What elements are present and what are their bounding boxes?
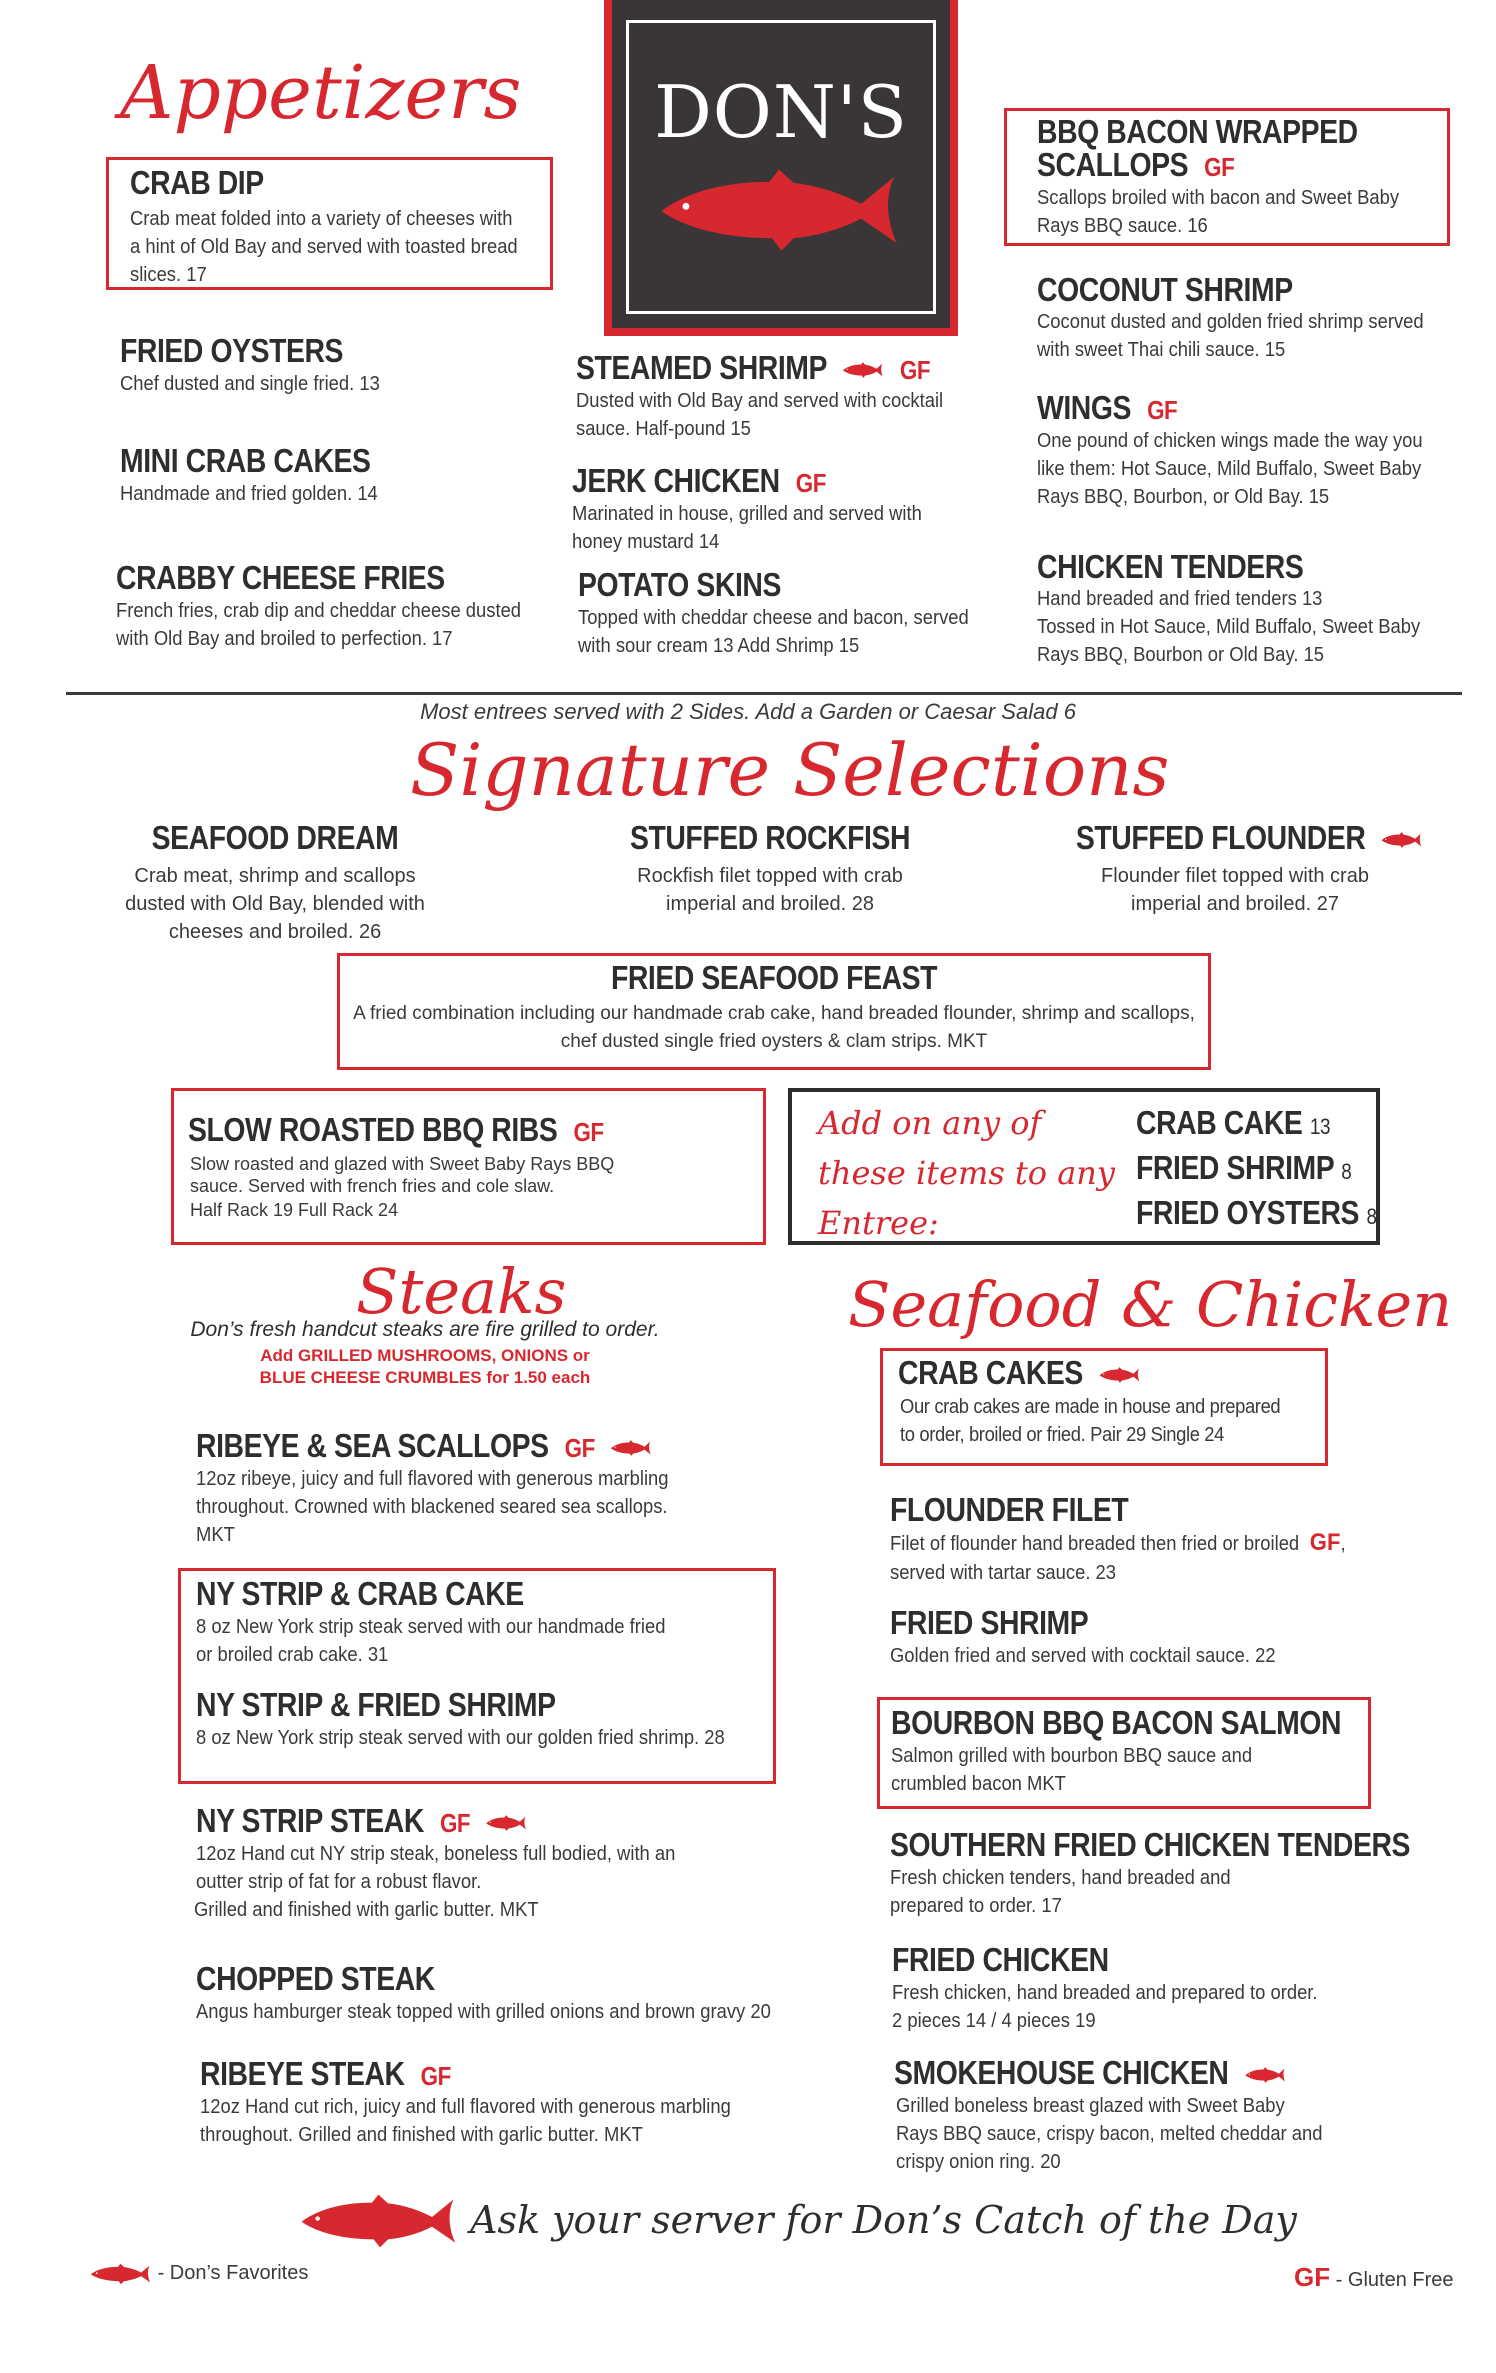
signature-heading: Signature Selections: [410, 728, 1170, 812]
menu-item-desc: Chef dusted and single fried. 13: [120, 373, 380, 395]
menu-item-title: [196, 1428, 652, 1464]
gf-badge: GF: [1309, 1529, 1341, 1556]
gf-badge: GF: [1294, 2262, 1331, 2292]
entree-note: Most entrees served with 2 Sides. Add a Garden or Caesar Salad 6: [420, 699, 1076, 724]
addon-label-line: these items to any: [818, 1154, 1115, 1192]
menu-item-title-text: CRAB CAKES: [898, 1354, 1083, 1391]
menu-item-title: SOUTHERN FRIED CHICKEN TENDERS: [890, 1826, 1411, 1863]
menu-item-title: CRAB DIP: [130, 164, 264, 201]
menu-item-title: [1037, 147, 1234, 183]
menu-item-title: NY STRIP & FRIED SHRIMP: [196, 1686, 556, 1723]
steaks-subtitle: Don’s fresh handcut steaks are fire grilled to order.: [190, 1318, 660, 1341]
menu-item-title-text: NY STRIP STEAK: [196, 1802, 424, 1839]
fish-icon: [1381, 831, 1422, 849]
addon-item: [1136, 1147, 1377, 1192]
addon-list: [1136, 1102, 1416, 1237]
menu-item-title: FLOUNDER FILET: [890, 1491, 1129, 1528]
menu-item-desc: Scallops broiled with bacon and Sweet Baby Rays BBQ sauce. 16: [1037, 187, 1400, 237]
fish-icon: [1099, 1366, 1140, 1384]
menu-item-title: [196, 1803, 528, 1839]
catch-of-the-day: Ask your server for Don’s Catch of the Day: [470, 2198, 1297, 2242]
menu-item-title: FRIED CHICKEN: [892, 1941, 1109, 1978]
menu-item-title: FRIED OYSTERS: [120, 332, 344, 369]
menu-item-title: BBQ BACON WRAPPED: [1037, 113, 1358, 150]
menu-item-desc: Angus hamburger steak topped with grilled onions and brown gravy 20: [196, 2001, 771, 2023]
signature-item: [590, 820, 950, 918]
signature-item: [1050, 820, 1420, 918]
menu-item-desc: Handmade and fried golden. 14: [120, 483, 378, 505]
addon-label-line: Add on any of: [818, 1104, 1042, 1142]
gf-badge: GF: [795, 468, 826, 498]
menu-item-title-text: WINGS: [1037, 389, 1132, 426]
menu-item-title-text: STUFFED FLOUNDER: [1075, 819, 1366, 856]
fish-icon: [659, 165, 904, 255]
steaks-note: Add GRILLED MUSHROOMS, ONIONS or BLUE CHEESE CRUMBLES for 1.50 each: [259, 1346, 591, 1387]
addon-label-line: Entree:: [818, 1204, 939, 1242]
menu-item-desc-text: Filet of flounder hand breaded then fried or broiled: [890, 1533, 1300, 1555]
menu-item-desc: Fresh chicken, hand breaded and prepared to order.: [892, 1982, 1318, 2004]
legend-gluten-free: [1294, 2262, 1454, 2293]
addon-item-price: 13: [1309, 1114, 1331, 1139]
signature-item: [95, 820, 455, 946]
addon-label: [818, 1098, 1115, 1248]
signature-item: [345, 960, 1203, 1056]
menu-item-title: CHICKEN TENDERS: [1037, 548, 1304, 585]
menu-item-desc: One pound of chicken wings made the way you like them: Hot Sauce, Mild Buffalo, Sweet Baby Rays BBQ, Bourbon, or Old Bay. 15: [1037, 430, 1423, 508]
menu-item-desc: Grilled and finished with garlic butter. MKT: [194, 1899, 539, 1921]
menu-item-title: POTATO SKINS: [578, 566, 781, 603]
gf-badge: GF: [899, 355, 931, 385]
menu-item-title: FRIED SEAFOOD FEAST: [610, 959, 938, 996]
menu-item-title: [576, 350, 930, 386]
menu-item-desc: Fresh chicken tenders, hand breaded and prepared to order. 17: [890, 1867, 1231, 1917]
menu-item-title: STUFFED ROCKFISH: [629, 819, 911, 856]
logo-text: DON'S: [654, 70, 908, 154]
menu-item-desc: Hand breaded and fried tenders 13: [1037, 588, 1323, 610]
menu-item-desc: Slow roasted and glazed with Sweet Baby Rays BBQ sauce. Served with french fries and cole slaw.: [190, 1154, 615, 1196]
addon-item-name: CRAB CAKE: [1136, 1104, 1303, 1141]
menu-item-desc: Coconut dusted and golden fried shrimp served with sweet Thai chili sauce. 15: [1037, 311, 1424, 361]
menu-item-desc: Flounder filet topped with crab imperial and broiled. 27: [1101, 865, 1369, 916]
menu-item-title-text: STEAMED SHRIMP: [576, 349, 827, 386]
menu-item-title-text: RIBEYE STEAK: [200, 2055, 405, 2092]
menu-item-desc: 8 oz New York strip steak served with our handmade fried or broiled crab cake. 31: [196, 1616, 666, 1666]
addon-item: [1136, 1102, 1377, 1147]
menu-item-title-text: RIBEYE & SEA SCALLOPS: [196, 1427, 549, 1464]
menu-item-desc-text: ,: [1340, 1533, 1346, 1555]
menu-item-desc: 8 oz New York strip steak served with our golden fried shrimp. 28: [196, 1727, 725, 1749]
menu-item-title-text: SMOKEHOUSE CHICKEN: [894, 2054, 1229, 2091]
fish-icon: [486, 1814, 527, 1832]
menu-item-title-text: SCALLOPS: [1037, 146, 1189, 183]
legend-favorites: [90, 2262, 308, 2285]
fish-icon: [300, 2192, 460, 2250]
gf-badge: GF: [439, 1808, 471, 1838]
menu-item-desc: Topped with cheddar cheese and bacon, served with sour cream 13 Add Shrimp 15: [578, 607, 969, 657]
menu-item-title: [898, 1355, 1140, 1391]
menu-item-desc: [890, 1529, 1405, 1558]
appetizers-heading: Appetizers: [120, 50, 522, 136]
gf-badge: GF: [1147, 395, 1178, 425]
addon-item-name: FRIED SHRIMP: [1136, 1149, 1334, 1186]
menu-item-desc: Salmon grilled with bourbon BBQ sauce and crumbled bacon MKT: [891, 1745, 1253, 1795]
menu-item-title: CRABBY CHEESE FRIES: [116, 559, 445, 596]
divider: [66, 692, 1462, 695]
menu-item-desc: Golden fried and served with cocktail sauce. 22: [890, 1645, 1276, 1667]
menu-item-desc: 12oz ribeye, juicy and full flavored with generous marbling throughout. Crowned with blackened seared sea scallops. MKT: [196, 1468, 669, 1546]
menu-item-desc: Crab meat, shrimp and scallops dusted with Old Bay, blended with cheeses and broiled. 26: [125, 865, 425, 944]
gf-badge: GF: [573, 1117, 604, 1147]
addon-item-price: 8: [1366, 1204, 1377, 1229]
menu-item-desc: Rockfish filet topped with crab imperial and broiled. 28: [637, 865, 903, 916]
menu-item-title-text: JERK CHICKEN: [572, 462, 780, 499]
gf-badge: GF: [564, 1433, 595, 1463]
menu-item-title-text: SLOW ROASTED BBQ RIBS: [188, 1111, 558, 1148]
addon-item-name: FRIED OYSTERS: [1136, 1194, 1360, 1231]
menu-item-desc: A fried combination including our handmade crab cake, hand breaded flounder, shrimp and scallops, chef dusted single fried oysters & clam strips. MKT: [353, 1003, 1195, 1053]
menu-item-title: MINI CRAB CAKES: [120, 442, 371, 479]
fish-icon: [611, 1439, 652, 1457]
logo: [604, 0, 958, 336]
menu-item-title: NY STRIP & CRAB CAKE: [196, 1575, 524, 1612]
menu-item-desc: Dusted with Old Bay and served with cocktail sauce. Half-pound 15: [576, 390, 944, 440]
menu-item-title: [894, 2055, 1286, 2091]
menu-item-desc: Grilled boneless breast glazed with Sweet Baby Rays BBQ sauce, crispy bacon, melted cheddar and crispy onion ring. 20: [896, 2095, 1323, 2173]
steaks-heading: Steaks: [356, 1255, 567, 1328]
fish-icon: [90, 2263, 152, 2285]
menu-item-title: CHOPPED STEAK: [196, 1960, 435, 1997]
menu-item-title: BOURBON BBQ BACON SALMON: [891, 1704, 1342, 1741]
menu-item-title: [188, 1112, 604, 1148]
menu-item-title: FRIED SHRIMP: [890, 1604, 1089, 1641]
fish-icon: [843, 361, 884, 379]
menu-item-title: [1037, 390, 1177, 426]
menu-item-title: [572, 463, 826, 499]
legend-gluten-free-text: - Gluten Free: [1335, 2269, 1454, 2291]
menu-item-desc: Crab meat folded into a variety of cheeses with a hint of Old Bay and served with toasted bread slices. 17: [130, 208, 518, 286]
seafood-heading: Seafood & Chicken: [848, 1268, 1453, 1341]
addon-item-price: 8: [1341, 1159, 1352, 1184]
menu-item-desc: 12oz Hand cut rich, juicy and full flavored with generous marbling throughout. Grilled and finished with garlic butter. MKT: [200, 2096, 731, 2146]
menu-item-desc: Tossed in Hot Sauce, Mild Buffalo, Sweet Baby Rays BBQ, Bourbon or Old Bay. 15: [1037, 616, 1421, 666]
gf-badge: GF: [1204, 152, 1235, 182]
menu-item-desc: Half Rack 19 Full Rack 24: [190, 1200, 399, 1220]
menu-item-title: [200, 2056, 451, 2092]
menu-item-desc: served with tartar sauce. 23: [890, 1562, 1117, 1584]
gf-badge: GF: [420, 2061, 451, 2091]
legend-favorites-text: - Don’s Favorites: [157, 2262, 309, 2284]
menu-item-desc: Marinated in house, grilled and served with honey mustard 14: [572, 503, 922, 553]
menu-item-desc: 2 pieces 14 / 4 pieces 19: [892, 2010, 1096, 2032]
menu-item-desc: Our crab cakes are made in house and prepared to order, broiled or fried. Pair 29 Single 24: [900, 1396, 1281, 1446]
addon-item: [1136, 1192, 1377, 1237]
menu-item-title: COCONUT SHRIMP: [1037, 271, 1293, 308]
fish-icon: [1244, 2066, 1285, 2084]
menu-item-title: SEAFOOD DREAM: [151, 819, 399, 856]
menu-item-title: [1076, 820, 1394, 856]
menu-item-desc: French fries, crab dip and cheddar cheese dusted with Old Bay and broiled to perfection. 17: [116, 600, 522, 650]
menu-item-desc: 12oz Hand cut NY strip steak, boneless full bodied, with an outter strip of fat for a robust flavor.: [196, 1843, 676, 1893]
